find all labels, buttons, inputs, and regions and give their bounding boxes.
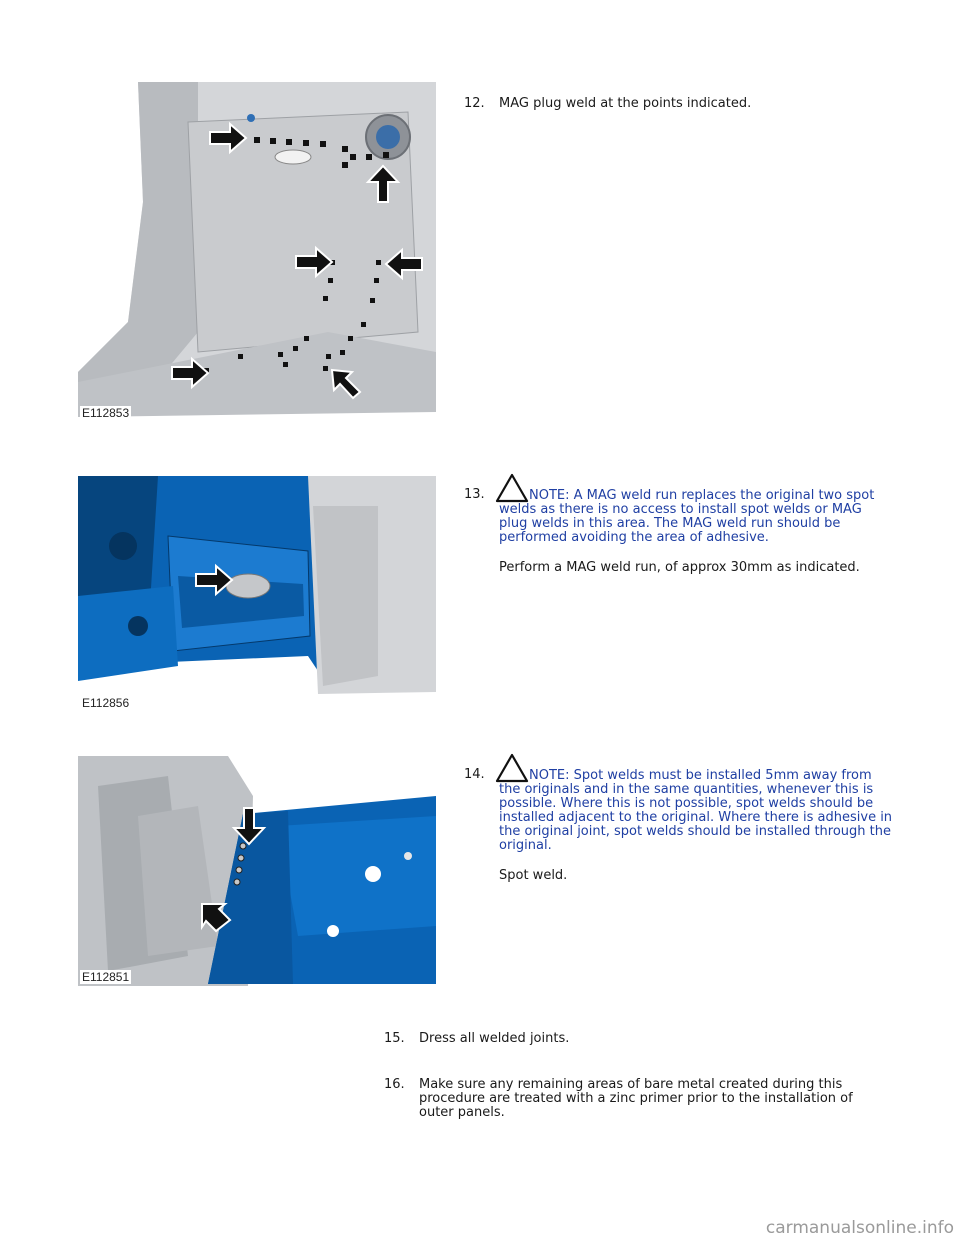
step-text: Perform a MAG weld run, of approx 30mm as indicated. [499,560,860,575]
watermark: carmanualsonline.info [765,1218,954,1238]
note-text: NOTE: Spot welds must be installed 5mm away from the originals and in the same quantities, whenever this is possible. Where this is not possible, spot welds should be installed adjacent to the original. Where there is adhesive in the original joint, spot welds should be installed through the original. [499,768,893,853]
step-text: MAG plug weld at the points indicated. [499,96,752,111]
step-number: 14. [464,767,485,782]
figure-illustration [78,756,436,986]
step-text: Spot weld. [499,868,568,883]
step-14 [464,753,894,883]
figure-e112851 [78,756,436,986]
step-text: Make sure any remaining areas of bare metal created during this procedure are treated with a zinc primer prior to the installation of outer panels. [419,1077,853,1120]
note-text: NOTE: A MAG weld run replaces the original two spot welds as there is no access to install spot welds or MAG plug welds in this area. The MAG weld run should be performed avoiding the area of adhesive. [499,488,875,545]
step-15 [384,1032,884,1046]
figure-illustration [78,476,436,712]
step-number: 13. [464,487,485,502]
step-16 [384,1078,864,1120]
figure-label: E112853 [82,406,130,420]
step-number: 12. [464,96,485,111]
step-text: Dress all welded joints. [419,1031,570,1046]
figure-e112853 [78,82,436,422]
step-number: 15. [384,1031,405,1046]
figure-label: E112856 [82,696,130,710]
figure-illustration [78,82,436,422]
figure-label: E112851 [82,970,130,984]
step-13 [464,473,894,575]
step-12 [464,97,894,111]
warning-triangle-icon [495,753,529,783]
figure-e112856 [78,476,436,712]
warning-triangle-icon [495,473,529,503]
step-number: 16. [384,1077,405,1092]
